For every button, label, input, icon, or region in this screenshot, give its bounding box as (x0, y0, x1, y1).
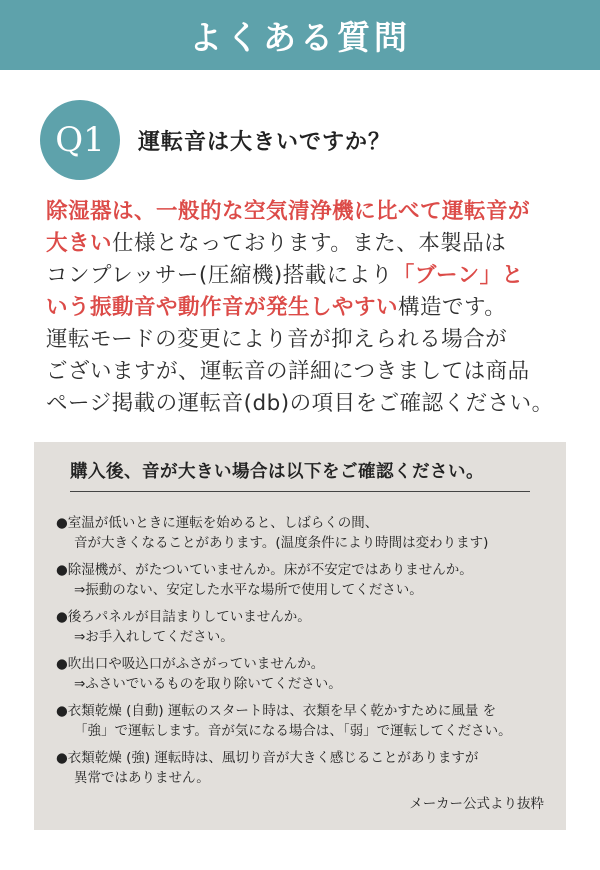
checklist-item-line: ⇒お手入れしてください。 (74, 628, 234, 645)
checklist-item (56, 514, 556, 553)
checklist-item-line: ●衣類乾燥 (強) 運転時は、風切り音が大きく感じることがありますが (56, 750, 479, 766)
answer-line (46, 196, 566, 228)
checklist-item (56, 561, 556, 600)
answer-paragraph (46, 196, 566, 420)
highlighted-text: いう振動音や動作音が発生しやすい (46, 295, 399, 320)
body-text: コンプレッサー(圧縮機)搭載により (46, 263, 393, 288)
highlighted-text: 大きい (46, 231, 113, 256)
page-title: よくある質問 (189, 17, 411, 57)
question-row (40, 100, 580, 180)
answer-line (46, 324, 566, 356)
answer-line (46, 356, 566, 388)
checklist-panel (34, 442, 566, 830)
source-note: メーカー公式より抜粋 (409, 796, 544, 812)
question-badge: Q1 (40, 100, 120, 180)
checklist-item-line: ●除湿機が、がたついていませんか。床が不安定ではありませんか。 (56, 562, 473, 578)
checklist-item-line: 「強」で運転します。音が気になる場合は、「弱」で運転してください。 (74, 722, 512, 739)
body-text: 仕様となっております。また、本製品は (112, 231, 507, 256)
checklist-item-line: ●衣類乾燥 (自動) 運転のスタート時は、衣類を早く乾かすために風量 を (56, 703, 497, 719)
checklist-item-line: 音が大きくなることがあります。(温度条件により時間は変わります) (74, 534, 489, 551)
body-text: 構造です。 (398, 295, 507, 320)
checklist-items (56, 514, 556, 796)
question-text: 運転音は大きいですか？ (138, 129, 392, 155)
checklist-item-line: ⇒振動のない、安定した水平な場所で使用してください。 (74, 581, 423, 598)
body-text: ございますが、運転音の詳細につきましては商品 (46, 359, 530, 384)
checklist-item-line: ●後ろパネルが目詰まりしていませんか。 (56, 609, 311, 625)
body-text: ページ掲載の運転音(db)の項目をご確認ください。 (46, 391, 554, 416)
checklist-item-line: ●室温が低いときに運転を始めると、しばらくの間、 (56, 515, 379, 531)
checklist-item (56, 702, 556, 741)
highlighted-text: 「ブーン」と (392, 263, 524, 288)
answer-line (46, 260, 566, 292)
answer-line (46, 292, 566, 324)
checklist-item-line: 異常ではありません。 (74, 769, 210, 786)
checklist-item-line: ●吹出口や吸込口がふさがっていませんか。 (56, 656, 325, 672)
checklist-item (56, 655, 556, 694)
answer-line (46, 228, 566, 260)
header-banner (0, 0, 600, 70)
checklist-item (56, 749, 556, 788)
checklist-item (56, 608, 556, 647)
body-text: 運転モードの変更により音が抑えられる場合が (46, 327, 508, 352)
checklist-title: 購入後、音が大きい場合は以下をご確認ください。 (70, 458, 530, 492)
highlighted-text: 除湿器は、一般的な空気清浄機に比べて運転音が (46, 199, 531, 224)
answer-line (46, 388, 566, 420)
checklist-item-line: ⇒ふさいでいるものを取り除いてください。 (74, 675, 342, 692)
